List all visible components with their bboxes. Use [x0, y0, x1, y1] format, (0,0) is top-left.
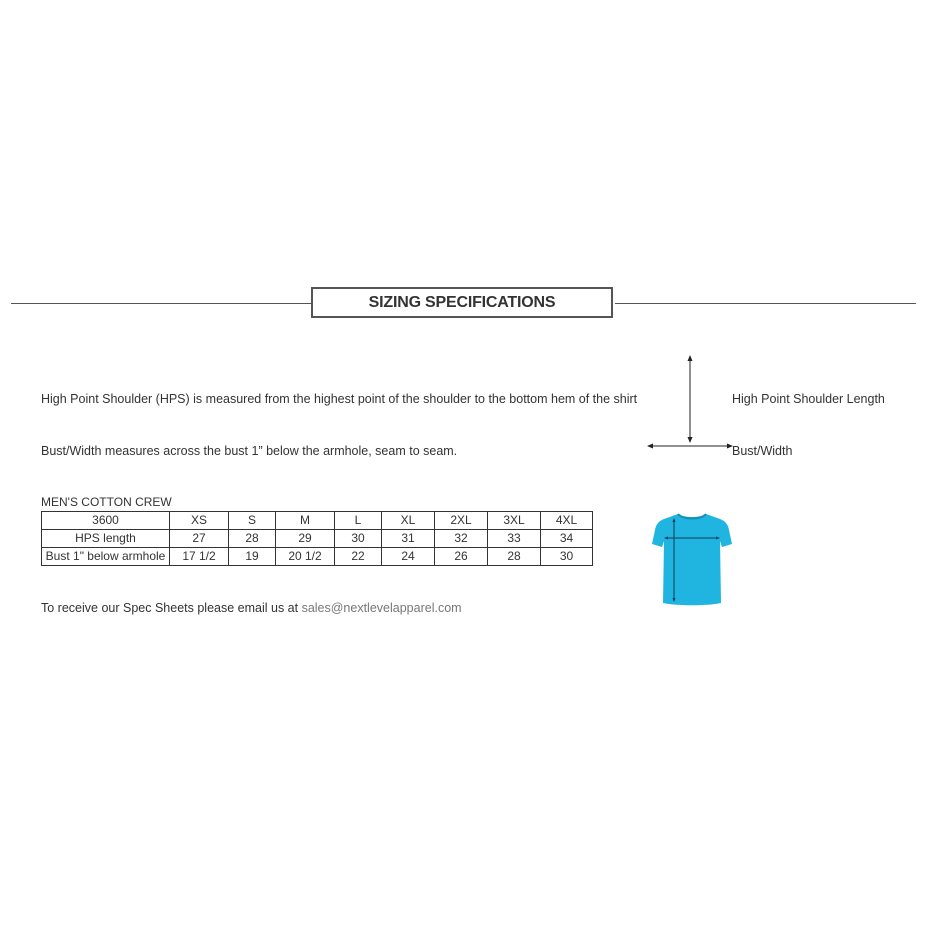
hps-description: High Point Shoulder (HPS) is measured from the highest point of the shoulder to the bottom hem of the shirt — [41, 392, 638, 406]
table-cell: 27 — [170, 530, 229, 548]
size-header-3xl: 3XL — [488, 512, 541, 530]
table-row — [42, 548, 593, 566]
tshirt-icon — [650, 510, 734, 608]
table-row — [42, 530, 593, 548]
size-header-4xl: 4XL — [541, 512, 593, 530]
size-table-title: MEN'S COTTON CREW — [41, 495, 172, 509]
size-header-s: S — [229, 512, 276, 530]
table-cell: 26 — [435, 548, 488, 566]
title-divider-right — [615, 303, 916, 304]
table-cell: 30 — [541, 548, 593, 566]
contact-line — [41, 601, 462, 615]
table-cell: 31 — [382, 530, 435, 548]
table-cell: 32 — [435, 530, 488, 548]
style-number-cell: 3600 — [42, 512, 170, 530]
table-cell: 20 1/2 — [276, 548, 335, 566]
size-header-xs: XS — [170, 512, 229, 530]
table-cell: 33 — [488, 530, 541, 548]
contact-email-link[interactable]: sales@nextlevelapparel.com — [301, 601, 462, 615]
title-divider-left — [11, 303, 312, 304]
table-cell: 24 — [382, 548, 435, 566]
size-header-m: M — [276, 512, 335, 530]
hps-length-label: High Point Shoulder Length — [732, 392, 885, 406]
table-cell: 28 — [229, 530, 276, 548]
contact-text: To receive our Spec Sheets please email us at — [41, 601, 302, 615]
table-cell: 34 — [541, 530, 593, 548]
page-title-text: SIZING SPECIFICATIONS — [368, 293, 556, 311]
size-header-l: L — [335, 512, 382, 530]
size-header-2xl: 2XL — [435, 512, 488, 530]
bust-width-label: Bust/Width — [732, 444, 793, 458]
row-label-bust: Bust 1" below armhole — [42, 548, 170, 566]
size-header-xl: XL — [382, 512, 435, 530]
page-title — [311, 287, 613, 318]
table-cell: 17 1/2 — [170, 548, 229, 566]
size-table-header-row — [42, 512, 593, 530]
table-cell: 22 — [335, 548, 382, 566]
table-cell: 19 — [229, 548, 276, 566]
table-cell: 29 — [276, 530, 335, 548]
table-cell: 28 — [488, 548, 541, 566]
row-label-hps: HPS length — [42, 530, 170, 548]
measurement-arrows-icon — [646, 354, 736, 450]
table-cell: 30 — [335, 530, 382, 548]
bust-description: Bust/Width measures across the bust 1” below the armhole, seam to seam. — [41, 444, 458, 458]
size-chart-table — [41, 511, 593, 566]
